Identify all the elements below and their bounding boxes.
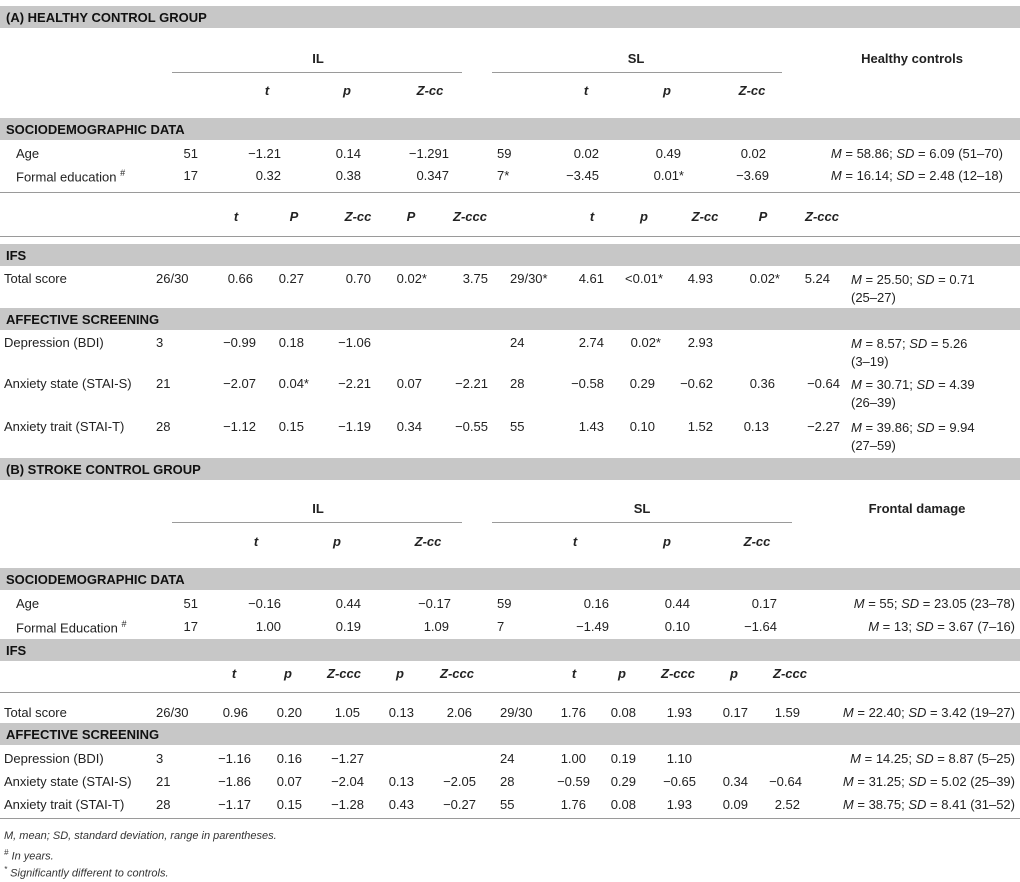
cell: 0.49 xyxy=(655,146,681,161)
row-label: Depression (BDI) xyxy=(4,751,104,766)
summary-cell: M = 55; SD = 23.05 (23–78) xyxy=(853,596,1015,611)
cell: 2.93 xyxy=(687,335,713,350)
cell: 0.19 xyxy=(610,751,636,766)
b-ifs-band xyxy=(0,639,1020,661)
cell: 1.05 xyxy=(334,705,360,720)
il-header: IL xyxy=(312,501,324,516)
cell: 0.16 xyxy=(583,596,609,611)
row-label: Formal education # xyxy=(16,168,126,185)
col-zccc: Z-ccc xyxy=(440,666,474,681)
cell: <0.01* xyxy=(625,271,663,286)
cell: −0.27 xyxy=(443,797,476,812)
cell: 0.13 xyxy=(388,774,414,789)
cell: −1.17 xyxy=(218,797,251,812)
divider xyxy=(0,192,1020,193)
col-p: p xyxy=(640,209,648,224)
b-affective-label: AFFECTIVE SCREENING xyxy=(6,727,160,742)
cell: −0.16 xyxy=(248,596,281,611)
summary-cell: M = 25.50; SD = 0.71 (25–27) xyxy=(851,272,975,305)
row-label: Age xyxy=(16,146,40,161)
cell: 0.02* xyxy=(396,271,427,286)
cell: 17 xyxy=(183,168,198,183)
divider xyxy=(0,818,1020,819)
cell: −1.64 xyxy=(744,619,777,634)
cell: 0.07 xyxy=(396,376,422,391)
cell: 55 xyxy=(500,797,515,812)
cell: 59 xyxy=(497,596,512,611)
cell: 1.00 xyxy=(255,619,281,634)
cell: 59 xyxy=(497,146,512,161)
cell: 0.34 xyxy=(722,774,748,789)
cell: 4.93 xyxy=(687,271,713,286)
section-b-title-band xyxy=(0,458,1020,480)
col-t: t xyxy=(231,666,237,681)
cell: 1.76 xyxy=(560,797,586,812)
cell: −2.21 xyxy=(455,376,488,391)
cell: 0.36 xyxy=(749,376,775,391)
col-p: p xyxy=(284,666,292,681)
cell: 0.13 xyxy=(743,419,769,434)
col-t: t xyxy=(264,83,270,98)
cell: −1.291 xyxy=(408,146,449,161)
col-zccc: Z-ccc xyxy=(805,209,839,224)
cell: 28 xyxy=(156,797,171,812)
cell: 1.10 xyxy=(666,751,692,766)
cell: 0.34 xyxy=(396,419,422,434)
cell: 26/30 xyxy=(156,705,189,720)
summary-cell: M = 39.86; SD = 9.94 (27–59) xyxy=(851,420,975,453)
row-label: Total score xyxy=(4,705,67,720)
cell: 3 xyxy=(156,751,164,766)
row-label: Anxiety trait (STAI-T) xyxy=(4,419,125,434)
cell: 5.24 xyxy=(804,271,830,286)
cell: 3.75 xyxy=(462,271,488,286)
col-zcc2: Z-cc xyxy=(743,534,771,549)
sl-header: SL xyxy=(633,501,651,516)
cell: 0.16 xyxy=(276,751,302,766)
a-socio-band xyxy=(0,118,1020,140)
col-t: t xyxy=(571,666,577,681)
il-underline xyxy=(172,72,462,73)
cell: 0.02 xyxy=(573,146,599,161)
cell: 0.10 xyxy=(664,619,690,634)
cell: −0.64 xyxy=(807,376,840,391)
section-b-title: (B) STROKE CONTROL GROUP xyxy=(6,462,201,477)
sl-underline xyxy=(492,522,792,523)
cell: 28 xyxy=(510,376,525,391)
summary-cell: M = 8.57; SD = 5.26 (3–19) xyxy=(851,336,968,369)
sl-underline xyxy=(492,72,782,73)
cell: 2.52 xyxy=(774,797,800,812)
b-ifs-label: IFS xyxy=(6,643,27,658)
cell: 0.29 xyxy=(610,774,636,789)
il-underline xyxy=(172,522,462,523)
col-t: t xyxy=(253,534,259,549)
controls-header: Frontal damage xyxy=(868,501,966,516)
cell: 0.38 xyxy=(335,168,361,183)
col-p: p xyxy=(618,666,626,681)
cell: −1.27 xyxy=(331,751,364,766)
col-p2: p xyxy=(663,534,671,549)
a-affective-band xyxy=(0,308,1020,330)
summary-cell: M = 22.40; SD = 3.42 (19–27) xyxy=(842,705,1015,720)
cell: −3.69 xyxy=(736,168,769,183)
cell: 1.43 xyxy=(578,419,604,434)
cell: 0.13 xyxy=(388,705,414,720)
cell: 17 xyxy=(183,619,198,634)
row-label: Depression (BDI) xyxy=(4,335,104,350)
cell: 2.06 xyxy=(446,705,472,720)
cell: −2.27 xyxy=(807,419,840,434)
cell: 1.09 xyxy=(423,619,449,634)
cell: 0.14 xyxy=(335,146,361,161)
cell: −2.07 xyxy=(223,376,256,391)
col-t: t xyxy=(233,209,239,224)
summary-cell: M = 14.25; SD = 8.87 (5–25) xyxy=(850,751,1015,766)
cell: −0.64 xyxy=(769,774,802,789)
cell: −3.45 xyxy=(566,168,599,183)
cell: 0.02 xyxy=(740,146,766,161)
cell: 0.02* xyxy=(630,335,661,350)
cell: 29/30* xyxy=(510,271,548,286)
cell: −0.59 xyxy=(557,774,590,789)
cell: 24 xyxy=(510,335,525,350)
cell: 51 xyxy=(183,596,198,611)
section-a-title-band xyxy=(0,6,1020,28)
cell: 7 xyxy=(497,619,505,634)
row-label: Formal Education # xyxy=(16,619,127,636)
cell: −1.12 xyxy=(223,419,256,434)
cell: 0.70 xyxy=(345,271,371,286)
col-p: P xyxy=(758,209,768,224)
cell: −1.28 xyxy=(331,797,364,812)
row-label: Anxiety trait (STAI-T) xyxy=(4,797,125,812)
a-affective-label: AFFECTIVE SCREENING xyxy=(6,312,160,327)
cell: 0.29 xyxy=(629,376,655,391)
cell: −2.21 xyxy=(338,376,371,391)
cell: 29/30 xyxy=(500,705,533,720)
cell: −1.16 xyxy=(218,751,251,766)
a-ifs-label: IFS xyxy=(6,248,27,263)
col-p: p xyxy=(730,666,738,681)
cell: 1.52 xyxy=(687,419,713,434)
cell: −2.05 xyxy=(443,774,476,789)
cell: 0.04* xyxy=(278,376,309,391)
cell: 28 xyxy=(156,419,171,434)
cell: 0.09 xyxy=(722,797,748,812)
col-zccc: Z-ccc xyxy=(661,666,695,681)
col-t2: t xyxy=(583,83,589,98)
col-zcc: Z-cc xyxy=(691,209,719,224)
cell: 0.19 xyxy=(335,619,361,634)
col-zccc: Z-ccc xyxy=(327,666,361,681)
cell: −1.06 xyxy=(338,335,371,350)
divider xyxy=(0,692,1020,693)
cell: −0.62 xyxy=(680,376,713,391)
cell: −0.99 xyxy=(223,335,256,350)
cell: 0.27 xyxy=(278,271,304,286)
cell: 0.347 xyxy=(416,168,449,183)
cell: −0.65 xyxy=(663,774,696,789)
cell: 51 xyxy=(183,146,198,161)
cell: 55 xyxy=(510,419,525,434)
summary-cell: M = 58.86; SD = 6.09 (51–70) xyxy=(830,146,1003,161)
cell: −0.55 xyxy=(455,419,488,434)
cell: 1.59 xyxy=(774,705,800,720)
cell: 2.74 xyxy=(578,335,604,350)
cell: −0.17 xyxy=(418,596,451,611)
col-p: p xyxy=(343,83,351,98)
col-zcc2: Z-cc xyxy=(738,83,766,98)
col-zccc: Z-ccc xyxy=(453,209,487,224)
footnote-significance: * Significantly different to controls. xyxy=(4,865,169,880)
cell: 1.93 xyxy=(666,705,692,720)
cell: 0.96 xyxy=(222,705,248,720)
col-zcc: Z-cc xyxy=(414,534,442,549)
row-label: Anxiety state (STAI-S) xyxy=(4,376,132,391)
footnote-abbrev: M, mean; SD, standard deviation, range in parentheses. xyxy=(4,830,277,842)
sl-header: SL xyxy=(627,51,645,66)
cell: 0.08 xyxy=(610,797,636,812)
col-t: t xyxy=(589,209,595,224)
col-p: p xyxy=(333,534,341,549)
cell: 0.17 xyxy=(722,705,748,720)
row-label: Total score xyxy=(4,271,67,286)
cell: 3 xyxy=(156,335,164,350)
cell: 0.18 xyxy=(278,335,304,350)
b-affective-band xyxy=(0,723,1020,745)
cell: 0.08 xyxy=(610,705,636,720)
col-p: P xyxy=(289,209,299,224)
cell: 0.15 xyxy=(276,797,302,812)
b-socio-label: SOCIODEMOGRAPHIC DATA xyxy=(6,572,185,587)
divider xyxy=(0,236,1020,237)
il-header: IL xyxy=(312,51,324,66)
cell: 0.02* xyxy=(749,271,780,286)
cell: 1.76 xyxy=(560,705,586,720)
cell: 0.01* xyxy=(653,168,684,183)
cell: 0.43 xyxy=(388,797,414,812)
cell: 0.15 xyxy=(278,419,304,434)
cell: 0.32 xyxy=(255,168,281,183)
b-socio-band xyxy=(0,568,1020,590)
controls-header: Healthy controls xyxy=(861,51,963,66)
cell: 0.44 xyxy=(664,596,690,611)
row-label: Anxiety state (STAI-S) xyxy=(4,774,132,789)
cell: 0.44 xyxy=(335,596,361,611)
cell: 21 xyxy=(156,774,171,789)
col-p: P xyxy=(406,209,416,224)
cell: 21 xyxy=(156,376,171,391)
cell: 1.93 xyxy=(666,797,692,812)
col-zcc: Z-cc xyxy=(344,209,372,224)
cell: 0.20 xyxy=(276,705,302,720)
section-a-title: (A) HEALTHY CONTROL GROUP xyxy=(6,10,207,25)
a-socio-label: SOCIODEMOGRAPHIC DATA xyxy=(6,122,185,137)
col-p2: p xyxy=(663,83,671,98)
cell: 24 xyxy=(500,751,515,766)
summary-cell: M = 16.14; SD = 2.48 (12–18) xyxy=(830,168,1003,183)
summary-cell: M = 13; SD = 3.67 (7–16) xyxy=(868,619,1015,634)
cell: 0.10 xyxy=(629,419,655,434)
col-p: p xyxy=(396,666,404,681)
cell: −1.19 xyxy=(338,419,371,434)
col-zccc: Z-ccc xyxy=(773,666,807,681)
cell: 0.17 xyxy=(751,596,777,611)
summary-cell: M = 30.71; SD = 4.39 (26–39) xyxy=(851,377,975,410)
col-zcc: Z-cc xyxy=(416,83,444,98)
cell: 7* xyxy=(497,168,510,183)
cell: 0.66 xyxy=(227,271,253,286)
summary-cell: M = 31.25; SD = 5.02 (25–39) xyxy=(842,774,1015,789)
cell: 26/30 xyxy=(156,271,189,286)
cell: 1.00 xyxy=(560,751,586,766)
footnote-years: # In years. xyxy=(4,848,54,863)
summary-cell: M = 38.75; SD = 8.41 (31–52) xyxy=(842,797,1015,812)
cell: −0.58 xyxy=(571,376,604,391)
cell: −1.86 xyxy=(218,774,251,789)
a-ifs-band xyxy=(0,244,1020,266)
cell: 28 xyxy=(500,774,515,789)
cell: −2.04 xyxy=(331,774,364,789)
cell: 0.07 xyxy=(276,774,302,789)
cell: 4.61 xyxy=(578,271,604,286)
row-label: Age xyxy=(16,596,40,611)
cell: −1.21 xyxy=(248,146,281,161)
col-t2: t xyxy=(572,534,578,549)
cell: −1.49 xyxy=(576,619,609,634)
